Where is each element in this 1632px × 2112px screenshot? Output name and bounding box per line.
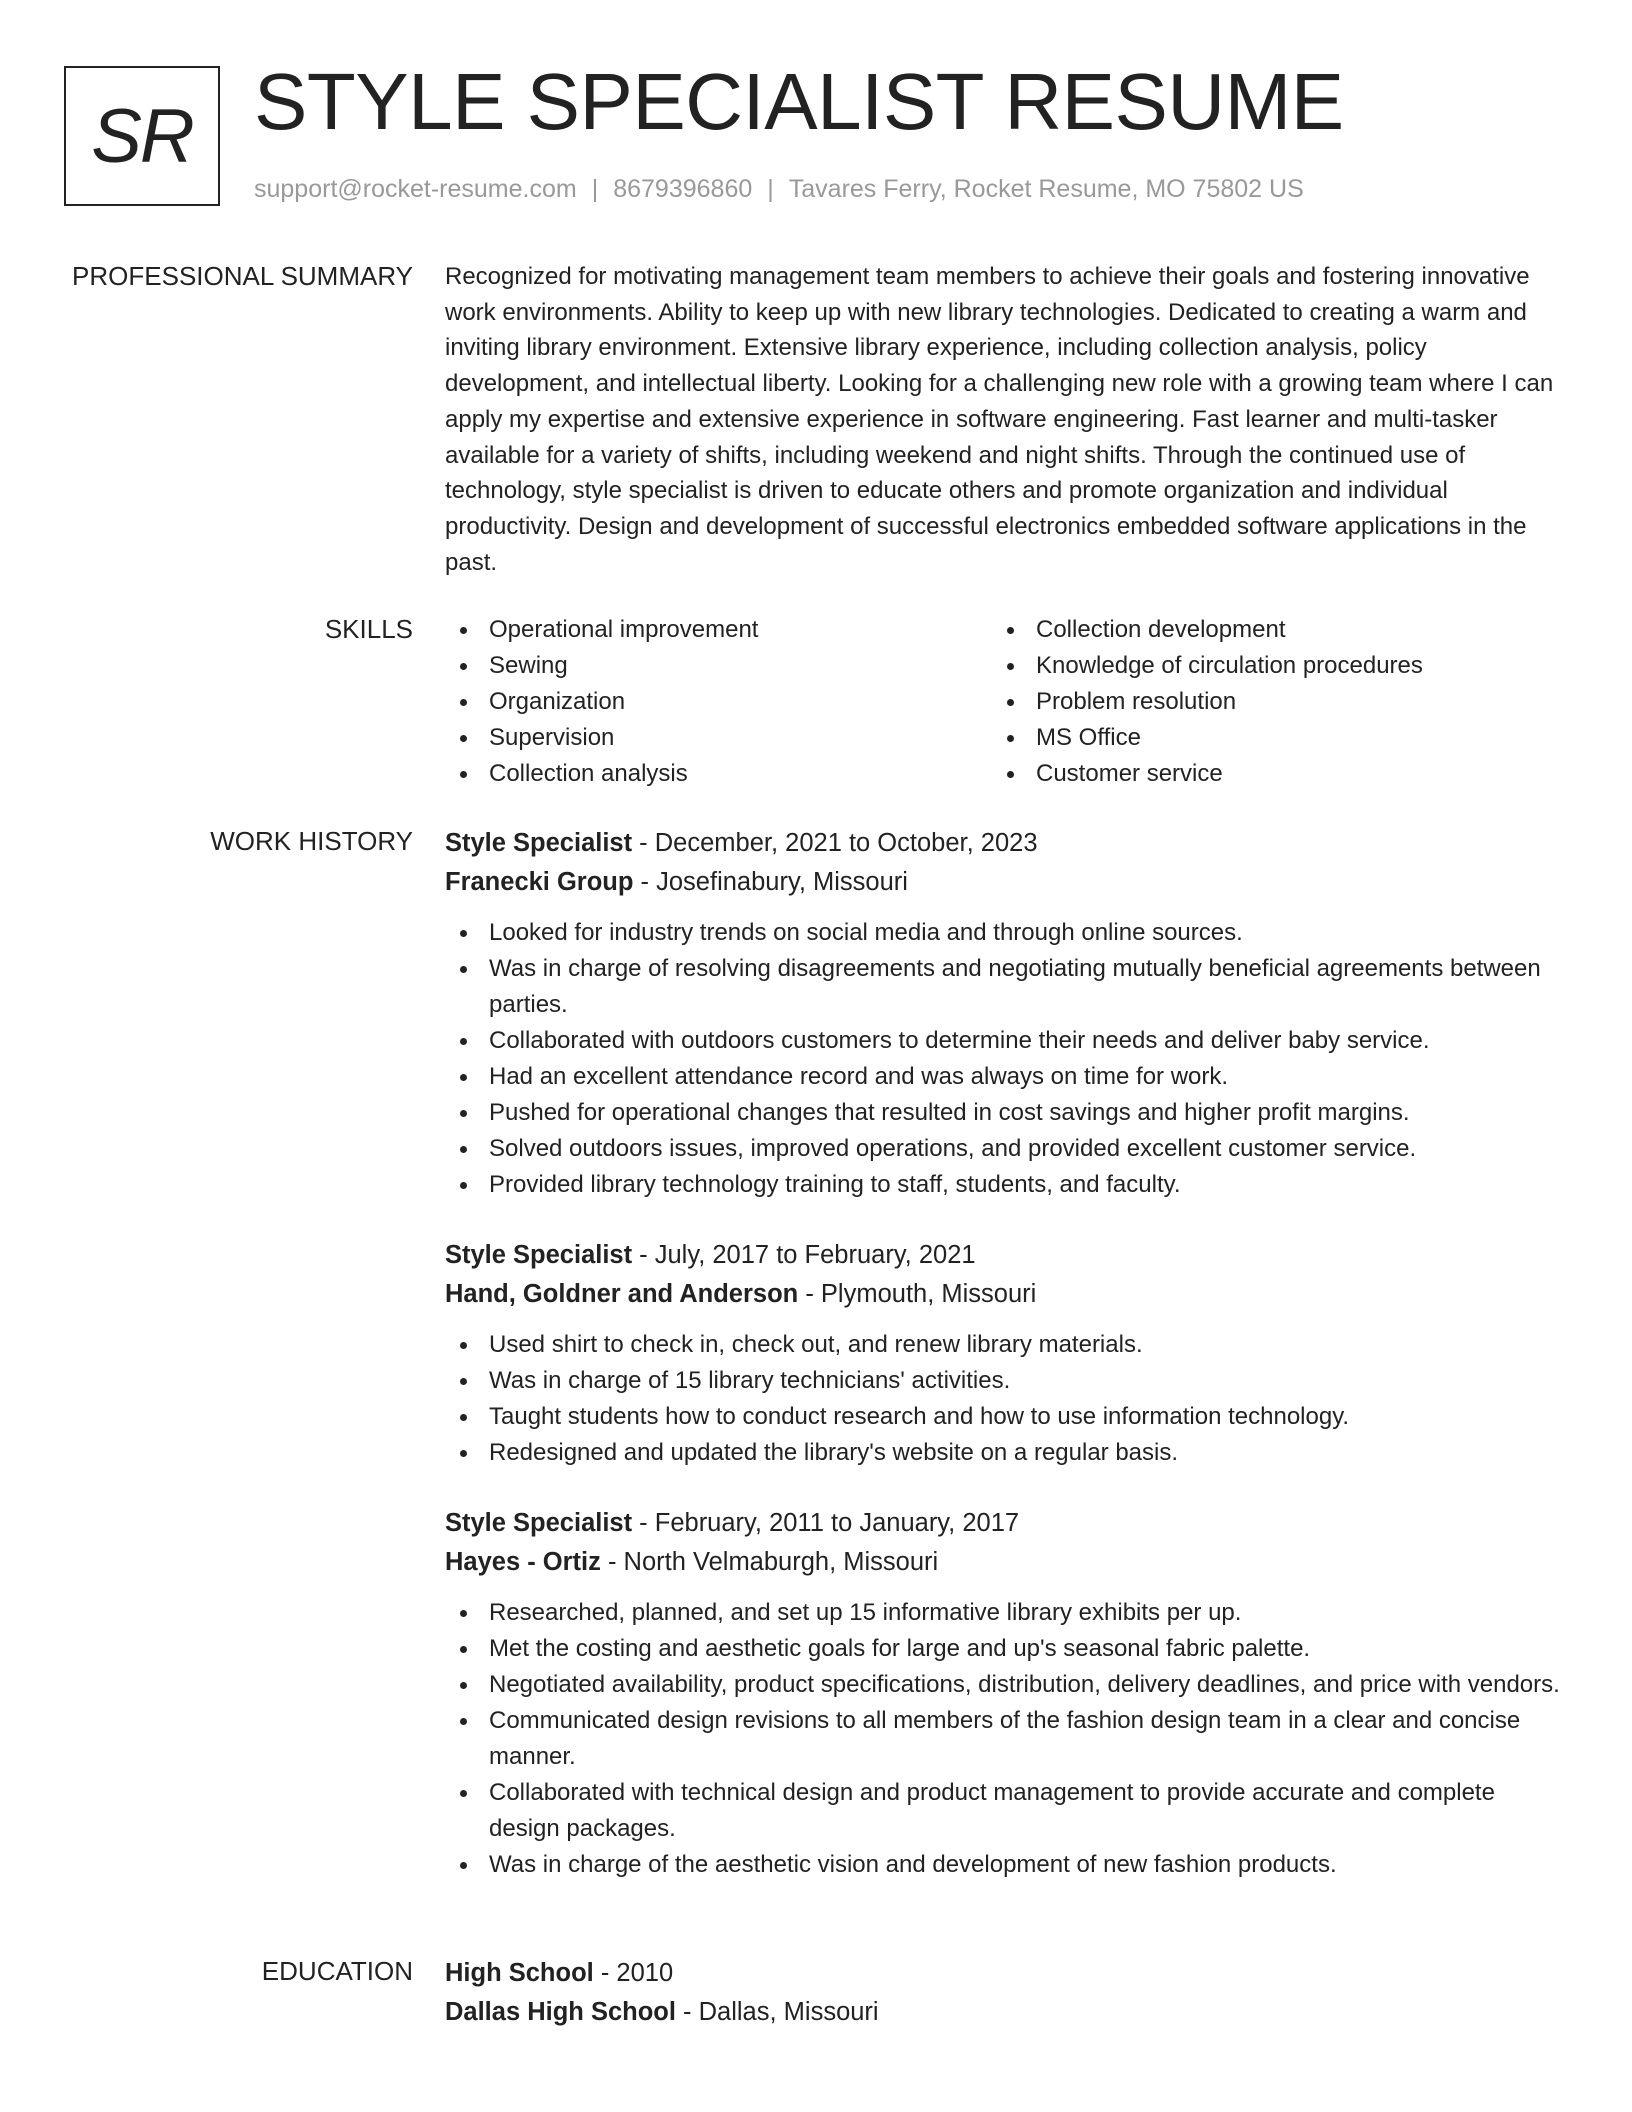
job-company: Franecki Group [445, 868, 634, 896]
education-degree: High School [445, 1959, 594, 1987]
job-bullet: Solved outdoors issues, improved operations, and provided excellent customer service. [445, 1131, 1565, 1167]
contact-line [254, 174, 1304, 204]
job-company-line [445, 863, 1565, 902]
job-bullet: Researched, planned, and set up 15 informative library exhibits per up. [445, 1595, 1565, 1631]
job-dates: - December, 2021 to October, 2023 [632, 829, 1038, 857]
job-bullet: Redesigned and updated the library's website on a regular basis. [445, 1435, 1565, 1471]
job-bullet: Used shirt to check in, check out, and renew library materials. [445, 1327, 1565, 1363]
job-title-line [445, 1504, 1565, 1543]
job-entry [445, 1236, 1565, 1471]
skill-item: Collection analysis [445, 756, 992, 792]
job-bullets [445, 1595, 1565, 1883]
job-company: Hand, Goldner and Anderson [445, 1280, 799, 1308]
work-history-heading: WORK HISTORY [210, 826, 413, 856]
job-dates: - July, 2017 to February, 2021 [632, 1241, 976, 1269]
monogram-logo: SR [64, 66, 220, 206]
education-location: - Dallas, Missouri [675, 1998, 879, 2026]
skill-item: Operational improvement [445, 612, 992, 648]
job-bullet: Had an excellent attendance record and was always on time for work. [445, 1059, 1565, 1095]
skill-item: Knowledge of circulation procedures [992, 648, 1539, 684]
education-degree-line [445, 1954, 1565, 1993]
job-bullet: Provided library technology training to staff, students, and faculty. [445, 1167, 1565, 1203]
skill-item: Problem resolution [992, 684, 1539, 720]
job-location: - North Velmaburgh, Missouri [600, 1548, 939, 1576]
job-company-line [445, 1275, 1565, 1314]
job-bullet: Was in charge of the aesthetic vision and development of new fashion products. [445, 1847, 1565, 1883]
resume-title: STYLE SPECIALIST RESUME [254, 57, 1344, 146]
job-bullet: Met the costing and aesthetic goals for large and up's seasonal fabric palette. [445, 1631, 1565, 1667]
skills-list-right [992, 612, 1539, 792]
skill-item: Supervision [445, 720, 992, 756]
contact-email[interactable]: support@rocket-resume.com [254, 175, 577, 203]
job-company-line [445, 1543, 1565, 1582]
job-bullet: Was in charge of 15 library technicians' activities. [445, 1363, 1565, 1399]
job-title-line [445, 1236, 1565, 1275]
job-bullets [445, 915, 1565, 1203]
education-year: - 2010 [593, 1959, 674, 1987]
job-bullet: Was in charge of resolving disagreements and negotiating mutually beneficial agreements between parties. [445, 951, 1565, 1023]
job-dates: - February, 2011 to January, 2017 [632, 1509, 1020, 1537]
education-heading: EDUCATION [261, 1956, 413, 1986]
job-title: Style Specialist [445, 1241, 633, 1269]
skill-item: Collection development [992, 612, 1539, 648]
education-school: Dallas High School [445, 1998, 676, 2026]
job-bullet: Taught students how to conduct research and how to use information technology. [445, 1399, 1565, 1435]
job-title-line [445, 824, 1565, 863]
job-company: Hayes - Ortiz [445, 1548, 601, 1576]
job-title: Style Specialist [445, 1509, 633, 1537]
job-location: - Josefinabury, Missouri [633, 868, 908, 896]
skill-item: MS Office [992, 720, 1539, 756]
education-school-line [445, 1993, 1565, 2032]
skill-item: Organization [445, 684, 992, 720]
contact-separator: | [767, 175, 774, 203]
skills-list-left [445, 612, 992, 792]
job-bullet: Collaborated with outdoors customers to determine their needs and deliver baby service. [445, 1023, 1565, 1059]
job-bullet: Negotiated availability, product specifications, distribution, delivery deadlines, and price with vendors. [445, 1667, 1565, 1703]
job-bullet: Collaborated with technical design and product management to provide accurate and complete design packages. [445, 1775, 1565, 1847]
job-entry [445, 1504, 1565, 1883]
summary-heading: PROFESSIONAL SUMMARY [72, 261, 413, 291]
job-title: Style Specialist [445, 829, 633, 857]
job-entry [445, 824, 1565, 1203]
contact-phone[interactable]: 8679396860 [613, 175, 753, 203]
job-bullet: Communicated design revisions to all members of the fashion design team in a clear and concise manner. [445, 1703, 1565, 1775]
summary-text: Recognized for motivating management team members to achieve their goals and fostering innovative work environments. Ability to keep up with new library technologies. Dedicated to creating a warm and inviting library environment. Extensive library experience, including collection analysis, policy development, and intellectual liberty. Looking for a challenging new role with a growing team where I can apply my expertise and extensive experience in software engineering. Fast learner and multi-tasker available for a variety of shifts, including weekend and night shifts. Through the continued use of technology, style specialist is driven to educate others and promote organization and individual productivity. Design and development of successful electronics embedded software applications in the past. [445, 263, 1554, 576]
skill-item: Customer service [992, 756, 1539, 792]
contact-separator: | [591, 175, 599, 203]
job-bullet: Looked for industry trends on social media and through online sources. [445, 915, 1565, 951]
skill-item: Sewing [445, 648, 992, 684]
job-bullet: Pushed for operational changes that resulted in cost savings and higher profit margins. [445, 1095, 1565, 1131]
job-location: - Plymouth, Missouri [798, 1280, 1037, 1308]
skills-heading: SKILLS [324, 614, 413, 644]
contact-address: Tavares Ferry, Rocket Resume, MO 75802 US [788, 175, 1304, 203]
job-bullets [445, 1327, 1565, 1471]
